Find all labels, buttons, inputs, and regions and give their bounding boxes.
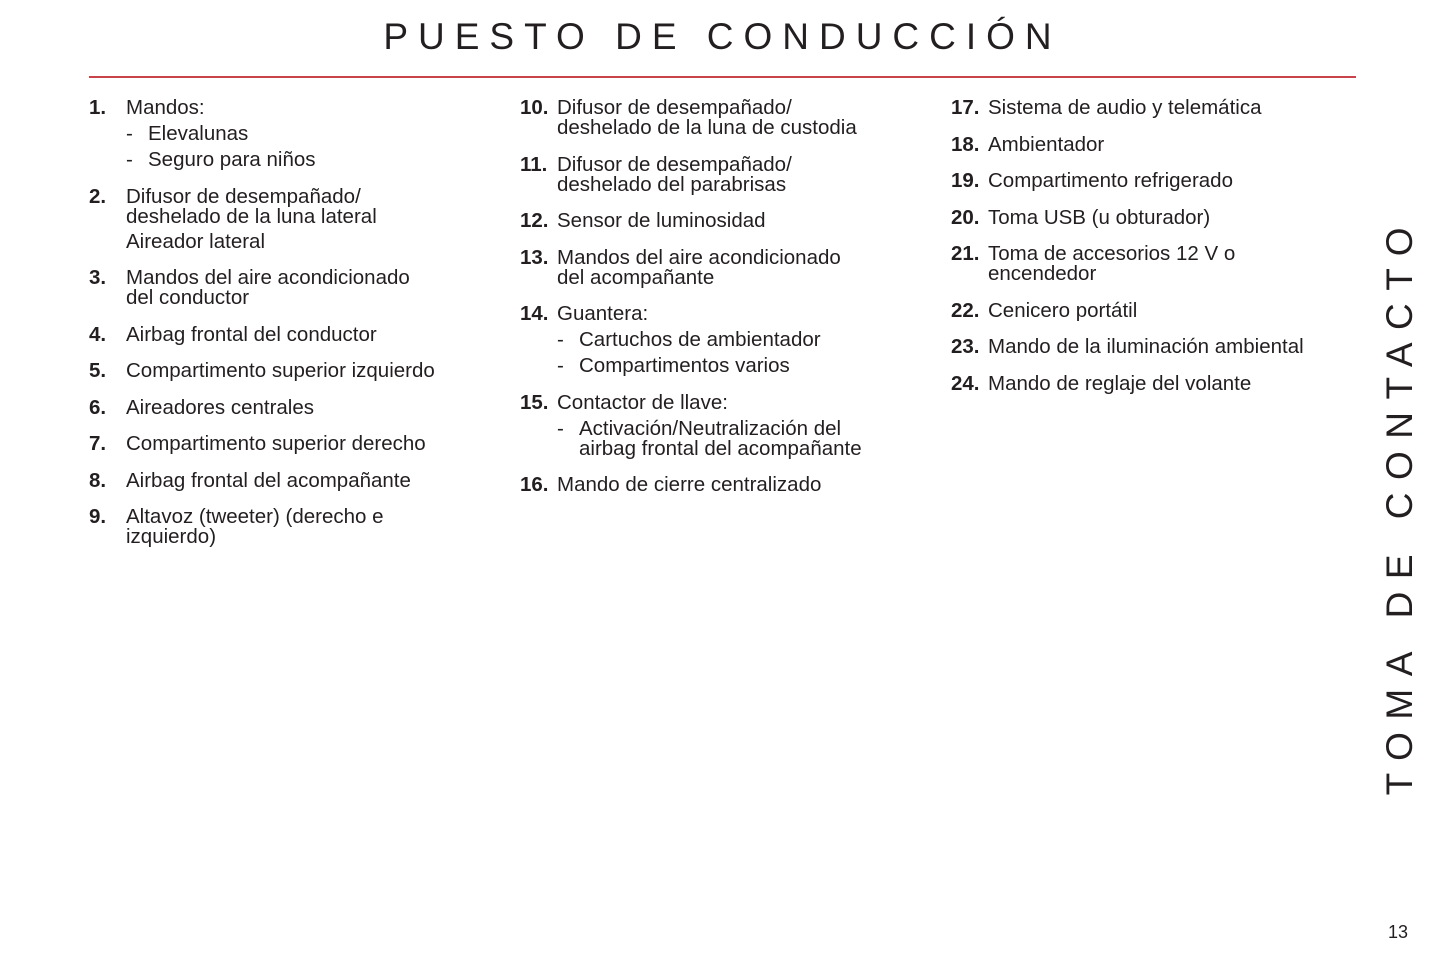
item-number: 10. bbox=[520, 96, 549, 119]
item-number: 24. bbox=[951, 371, 980, 395]
legend-item bbox=[520, 304, 940, 376]
legend-item bbox=[89, 98, 509, 170]
item-number: 16. bbox=[520, 473, 549, 496]
item-text bbox=[557, 304, 940, 376]
item-number: 11. bbox=[520, 152, 548, 176]
legend-item bbox=[89, 395, 509, 419]
item-number: 14. bbox=[520, 302, 549, 325]
item-text bbox=[126, 434, 509, 454]
item-number: 17. bbox=[951, 96, 980, 119]
item-number: 19. bbox=[951, 169, 980, 192]
item-line: Mandos del aire acondicionado bbox=[557, 245, 841, 269]
sub-item bbox=[126, 124, 509, 144]
item-text bbox=[557, 390, 940, 460]
item-text bbox=[126, 322, 509, 346]
item-line: Difusor de desempañado/ bbox=[557, 152, 792, 176]
legend-item bbox=[520, 475, 940, 495]
item-line: Toma USB (u obturador) bbox=[988, 205, 1211, 229]
item-text bbox=[988, 337, 1371, 357]
item-text bbox=[126, 507, 509, 547]
item-text bbox=[126, 468, 509, 492]
item-line: Mando de reglaje del volante bbox=[988, 371, 1252, 395]
legend-item bbox=[89, 434, 509, 454]
item-number: 18. bbox=[951, 132, 980, 156]
sub-item-text: Elevalunas bbox=[148, 122, 249, 145]
item-text bbox=[557, 245, 940, 289]
legend-item bbox=[89, 507, 509, 547]
sub-item bbox=[557, 416, 940, 460]
item-text bbox=[988, 298, 1371, 322]
item-text bbox=[557, 475, 940, 495]
item-line: Airbag frontal del conductor bbox=[126, 322, 377, 346]
item-line: Compartimento refrigerado bbox=[988, 169, 1233, 192]
legend-item bbox=[89, 268, 509, 308]
item-line: Cenicero portátil bbox=[988, 298, 1138, 322]
sub-item-dash: - bbox=[126, 122, 133, 145]
sub-item-dash: - bbox=[557, 354, 564, 377]
item-number: 15. bbox=[520, 390, 549, 414]
item-line: Mandos: bbox=[126, 96, 205, 119]
legend-column-2 bbox=[520, 98, 940, 512]
sub-item bbox=[557, 356, 940, 376]
item-line: Sistema de audio y telemática bbox=[988, 96, 1262, 119]
item-line: deshelado del parabrisas bbox=[557, 172, 787, 196]
section-side-label: TOMA DE CONTACTO bbox=[1379, 215, 1420, 796]
item-line: Toma de accesorios 12 V o bbox=[988, 242, 1236, 265]
legend-column-1 bbox=[89, 98, 509, 564]
legend-item bbox=[951, 132, 1371, 156]
legend-item bbox=[520, 98, 940, 138]
legend-item bbox=[520, 390, 940, 460]
item-text bbox=[988, 171, 1371, 191]
item-number: 8. bbox=[89, 468, 107, 492]
legend-item bbox=[520, 152, 940, 196]
item-text bbox=[988, 244, 1371, 284]
page-title: PUESTO DE CONDUCCIÓN bbox=[383, 16, 1062, 57]
legend-item bbox=[951, 371, 1371, 395]
legend-item bbox=[89, 361, 509, 381]
legend-item bbox=[951, 337, 1371, 357]
legend-column-3 bbox=[951, 98, 1371, 410]
legend-item bbox=[951, 171, 1371, 191]
item-text bbox=[557, 211, 940, 231]
item-line: deshelado de la luna de custodia bbox=[557, 116, 857, 139]
page-number: 13 bbox=[1388, 922, 1409, 942]
item-text bbox=[126, 361, 509, 381]
item-number: 7. bbox=[89, 432, 107, 455]
title-divider bbox=[89, 76, 1356, 78]
item-text bbox=[126, 98, 509, 170]
item-text bbox=[988, 98, 1371, 118]
sub-item-line: airbag frontal del acompañante bbox=[579, 436, 862, 460]
item-line: Contactor de llave: bbox=[557, 390, 728, 414]
item-number: 5. bbox=[89, 359, 107, 382]
legend-item bbox=[89, 468, 509, 492]
item-text bbox=[126, 268, 509, 308]
item-number: 1. bbox=[89, 96, 107, 119]
item-text bbox=[988, 205, 1371, 229]
sub-item-line: Activación/Neutralización del bbox=[579, 416, 842, 440]
item-line: Difusor de desempañado/ bbox=[557, 96, 792, 119]
item-number: 6. bbox=[89, 395, 107, 419]
item-line: del conductor bbox=[126, 286, 250, 309]
sub-item bbox=[557, 330, 940, 350]
item-line: Compartimento superior izquierdo bbox=[126, 359, 435, 382]
item-line: Guantera: bbox=[557, 302, 649, 325]
legend-item bbox=[951, 298, 1371, 322]
sub-item-text: Seguro para niños bbox=[148, 148, 316, 171]
item-number: 12. bbox=[520, 209, 549, 232]
item-line: Sensor de luminosidad bbox=[557, 209, 766, 232]
item-extra-line: Aireador lateral bbox=[126, 229, 266, 253]
item-text bbox=[126, 184, 509, 253]
item-line: Compartimento superior derecho bbox=[126, 432, 426, 455]
item-text bbox=[126, 395, 509, 419]
sub-item-dash: - bbox=[557, 416, 564, 440]
item-line: Aireadores centrales bbox=[126, 395, 315, 419]
item-text bbox=[557, 98, 940, 138]
sub-item-text: Cartuchos de ambientador bbox=[579, 328, 821, 351]
legend-item bbox=[951, 205, 1371, 229]
item-text bbox=[557, 152, 940, 196]
item-number: 23. bbox=[951, 335, 980, 358]
item-line: del acompañante bbox=[557, 265, 715, 289]
sub-item-text bbox=[579, 416, 862, 460]
legend-item bbox=[89, 184, 509, 253]
item-line: izquierdo) bbox=[126, 525, 217, 548]
legend-item bbox=[89, 322, 509, 346]
item-number: 21. bbox=[951, 242, 980, 265]
item-line: Ambientador bbox=[988, 132, 1105, 156]
sub-item-dash: - bbox=[126, 148, 133, 171]
item-line: deshelado de la luna lateral bbox=[126, 204, 377, 228]
item-number: 4. bbox=[89, 322, 107, 346]
item-line: encendedor bbox=[988, 262, 1097, 285]
legend-item bbox=[951, 244, 1371, 284]
legend-item bbox=[951, 98, 1371, 118]
item-number: 20. bbox=[951, 205, 980, 229]
item-number: 22. bbox=[951, 298, 980, 322]
item-line: Difusor de desempañado/ bbox=[126, 184, 361, 208]
item-line: Mando de cierre centralizado bbox=[557, 473, 822, 496]
section-side-tab bbox=[1379, 215, 1420, 796]
item-text bbox=[988, 371, 1371, 395]
item-number: 3. bbox=[89, 266, 107, 289]
sub-item bbox=[126, 150, 509, 170]
item-line: Altavoz (tweeter) (derecho e bbox=[126, 505, 384, 528]
item-text bbox=[988, 132, 1371, 156]
item-line: Airbag frontal del acompañante bbox=[126, 468, 411, 492]
item-number: 13. bbox=[520, 245, 549, 269]
sub-item-dash: - bbox=[557, 328, 564, 351]
legend-item bbox=[520, 211, 940, 231]
item-number: 2. bbox=[89, 184, 107, 208]
item-number: 9. bbox=[89, 505, 107, 528]
item-line: Mandos del aire acondicionado bbox=[126, 266, 410, 289]
item-line: Mando de la iluminación ambiental bbox=[988, 335, 1304, 358]
sub-item-text: Compartimentos varios bbox=[579, 354, 790, 377]
legend-item bbox=[520, 245, 940, 289]
